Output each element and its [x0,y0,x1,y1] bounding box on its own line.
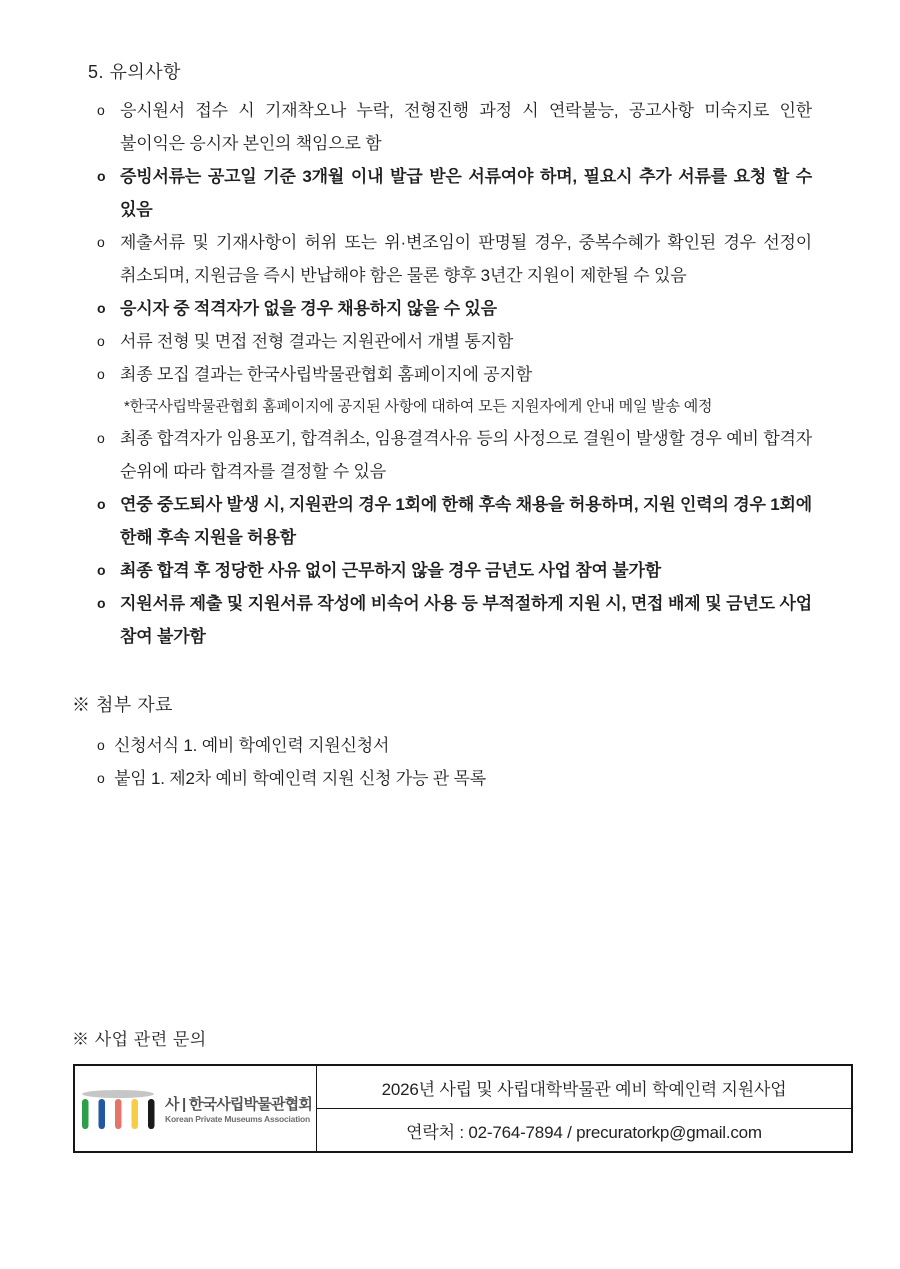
notice-text: 제출서류 및 기재사항이 허위 또는 위·변조임이 판명될 경우, 중복수혜가 확인된 경우 선정이 취소되며, 지원금을 즉시 반납해야 함은 물론 향후 3년간 지원이 제한될 수 있음 [120,233,812,285]
bullet-marker: o [97,562,106,578]
attachment-item [97,762,812,795]
museum-pillars-icon [79,1086,157,1132]
notice-text: 최종 합격자가 임용포기, 합격취소, 임용결격사유 등의 사정으로 결원이 발생할 경우 예비 합격자 순위에 따라 합격자를 결정할 수 있음 [120,429,812,481]
section-heading-contact: ※ 사업 관련 문의 [72,1030,207,1049]
footnote-row [97,391,812,422]
bullet-marker: o [97,737,105,753]
contact-info: 연락처 : 02-764-7894 / precuratorkp@gmail.com [406,1122,762,1142]
notice-item [97,488,812,554]
notice-item [97,587,812,653]
logo-text [165,1093,312,1124]
notice-item [97,160,812,226]
notice-item [97,554,812,587]
section-heading-notes: 5. 유의사항 [88,62,182,82]
bullet-marker: o [97,234,105,250]
attachment-text: 신청서식 1. 예비 학예인력 지원신청서 [114,736,390,755]
contact-table [73,1064,853,1153]
notice-text: 최종 합격 후 정당한 사유 없이 근무하지 않을 경우 금년도 사업 참여 불가함 [120,561,661,580]
notice-text: 서류 전형 및 면접 전형 결과는 지원관에서 개별 통지함 [120,332,514,351]
notice-text: 최종 모집 결과는 한국사립박물관협회 홈페이지에 공지함 [120,365,532,384]
bullet-marker: o [97,595,106,611]
bullet-marker: o [97,300,106,316]
attachment-text: 붙임 1. 제2차 예비 학예인력 지원 신청 가능 관 목록 [114,769,486,788]
bullet-marker: o [97,496,106,512]
section-heading-attachments: ※ 첨부 자료 [72,695,174,715]
notice-item [97,358,812,391]
bullet-marker: o [97,770,105,786]
association-logo [75,1066,317,1151]
notice-item [97,292,812,325]
footnote: *한국사립박물관협회 홈페이지에 공지된 사항에 대하여 모든 지원자에게 안내 메일 발송 예정 [124,398,713,415]
notice-text: 응시원서 접수 시 기재착오나 누락, 전형진행 과정 시 연락불능, 공고사항 미숙지로 인한 불이익은 응시자 본인의 책임으로 함 [120,101,812,153]
notice-text: 지원서류 제출 및 지원서류 작성에 비속어 사용 등 부적절하게 지원 시, 면접 배제 및 금년도 사업 참여 불가함 [120,594,812,646]
org-name-kr: 사 | 한국사립박물관협회 [165,1096,313,1113]
attachment-list [97,729,812,795]
notice-text: 연중 중도퇴사 발생 시, 지원관의 경우 1회에 한해 후속 채용을 허용하며, 지원 인력의 경우 1회에 한해 후속 지원을 허용함 [120,495,812,547]
bullet-marker: o [97,168,106,184]
notice-list [97,94,812,653]
notice-item [97,94,812,160]
bullet-marker: o [97,333,105,349]
notice-item [97,325,812,358]
attachment-item [97,729,812,762]
bullet-marker: o [97,102,105,118]
bullet-marker: o [97,366,105,382]
contact-table-right-column [317,1066,851,1151]
program-title: 2026년 사립 및 사립대학박물관 예비 학예인력 지원사업 [317,1066,851,1109]
notice-item [97,226,812,292]
notice-item [97,422,812,488]
org-name-en: Korean Private Museums Association [165,1114,310,1124]
notice-text: 증빙서류는 공고일 기준 3개월 이내 발급 받은 서류여야 하며, 필요시 추가 서류를 요청 할 수 있음 [120,167,812,219]
bullet-marker: o [97,430,105,446]
notice-text: 응시자 중 적격자가 없을 경우 채용하지 않을 수 있음 [120,299,497,318]
